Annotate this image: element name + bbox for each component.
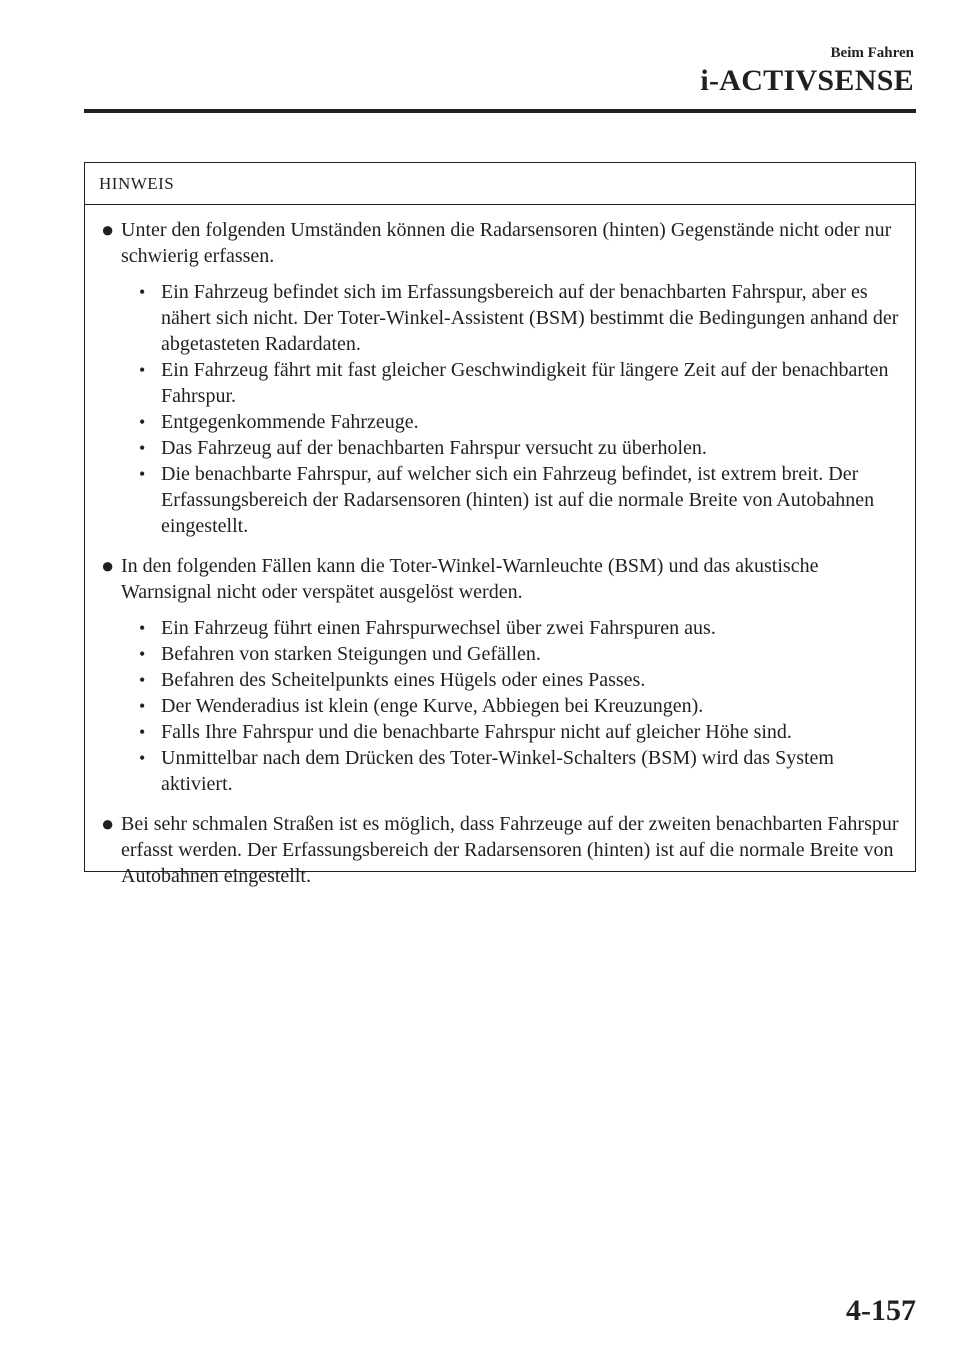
sub-item-text: Falls Ihre Fahrspur und die benachbarte Fahrspur nicht auf gleicher Höhe sind. xyxy=(161,721,792,743)
sub-item xyxy=(121,357,905,409)
section-title: Beim Fahren xyxy=(830,45,914,61)
bullet-icon: • xyxy=(139,282,146,302)
sub-item xyxy=(121,667,905,693)
bullet-icon: • xyxy=(139,670,146,690)
note-item xyxy=(99,811,905,889)
note-title: HINWEIS xyxy=(85,163,915,205)
bullet-icon: ● xyxy=(101,217,115,242)
sub-item xyxy=(121,641,905,667)
sub-item xyxy=(121,719,905,745)
header-divider xyxy=(84,109,916,113)
bullet-icon: • xyxy=(139,722,146,742)
sub-item xyxy=(121,435,905,461)
sub-item xyxy=(121,615,905,641)
sub-item-text: Das Fahrzeug auf der benachbarten Fahrspur versucht zu überholen. xyxy=(161,437,707,459)
note-item-text: In den folgenden Fällen kann die Toter-Winkel-Warnleuchte (BSM) und das akustische Warnsignal nicht oder verspätet ausgelöst werden. xyxy=(121,555,819,603)
sub-item-text: Die benachbarte Fahrspur, auf welcher sich ein Fahrzeug befindet, ist extrem breit. Der Erfassungsbereich der Radarsensoren (hinten) ist auf die normale Breite von Autobahnen eingestellt. xyxy=(161,463,875,537)
sub-item xyxy=(121,745,905,797)
sub-list xyxy=(121,279,905,539)
note-item-text: Bei sehr schmalen Straßen ist es möglich, dass Fahrzeuge auf der zweiten benachbarten Fahrspur erfasst werden. Der Erfassungsbereich der Radarsensoren (hinten) ist auf die normale Breite von Autobahnen eingestellt. xyxy=(121,813,899,887)
note-body xyxy=(85,205,915,889)
sub-list xyxy=(121,615,905,797)
sub-item-text: Ein Fahrzeug führt einen Fahrspurwechsel über zwei Fahrspuren aus. xyxy=(161,617,716,639)
bullet-icon: • xyxy=(139,360,146,380)
chapter-title: i-ACTIVSENSE xyxy=(700,64,914,97)
bullet-icon: • xyxy=(139,412,146,432)
bullet-icon: ● xyxy=(101,811,115,836)
sub-item xyxy=(121,279,905,357)
bullet-icon: • xyxy=(139,748,146,768)
bullet-icon: ● xyxy=(101,553,115,578)
sub-item-text: Entgegenkommende Fahrzeuge. xyxy=(161,411,419,433)
sub-item-text: Der Wenderadius ist klein (enge Kurve, Abbiegen bei Kreuzungen). xyxy=(161,695,704,717)
sub-item-text: Ein Fahrzeug befindet sich im Erfassungsbereich auf der benachbarten Fahrspur, aber es nähert sich nicht. Der Toter-Winkel-Assistent (BSM) bestimmt die Bedingungen anhand der abgetasteten Radardaten. xyxy=(161,281,899,355)
sub-item xyxy=(121,693,905,719)
sub-item-text: Ein Fahrzeug fährt mit fast gleicher Geschwindigkeit für längere Zeit auf der benachbarten Fahrspur. xyxy=(161,359,889,407)
note-box xyxy=(84,162,916,887)
bullet-icon: • xyxy=(139,696,146,716)
page-number: 4-157 xyxy=(846,1294,916,1327)
sub-item-text: Unmittelbar nach dem Drücken des Toter-Winkel-Schalters (BSM) wird das System aktiviert. xyxy=(161,747,834,795)
bullet-icon: • xyxy=(139,464,146,484)
note-item xyxy=(99,553,905,797)
sub-item xyxy=(121,409,905,435)
sub-item xyxy=(121,461,905,539)
sub-item-text: Befahren des Scheitelpunkts eines Hügels oder eines Passes. xyxy=(161,669,646,691)
bullet-icon: • xyxy=(139,644,146,664)
note-item xyxy=(99,217,905,539)
sub-item-text: Befahren von starken Steigungen und Gefällen. xyxy=(161,643,541,665)
note-item-text: Unter den folgenden Umständen können die Radarsensoren (hinten) Gegenstände nicht oder nur schwierig erfassen. xyxy=(121,219,892,267)
bullet-icon: • xyxy=(139,618,146,638)
bullet-icon: • xyxy=(139,438,146,458)
